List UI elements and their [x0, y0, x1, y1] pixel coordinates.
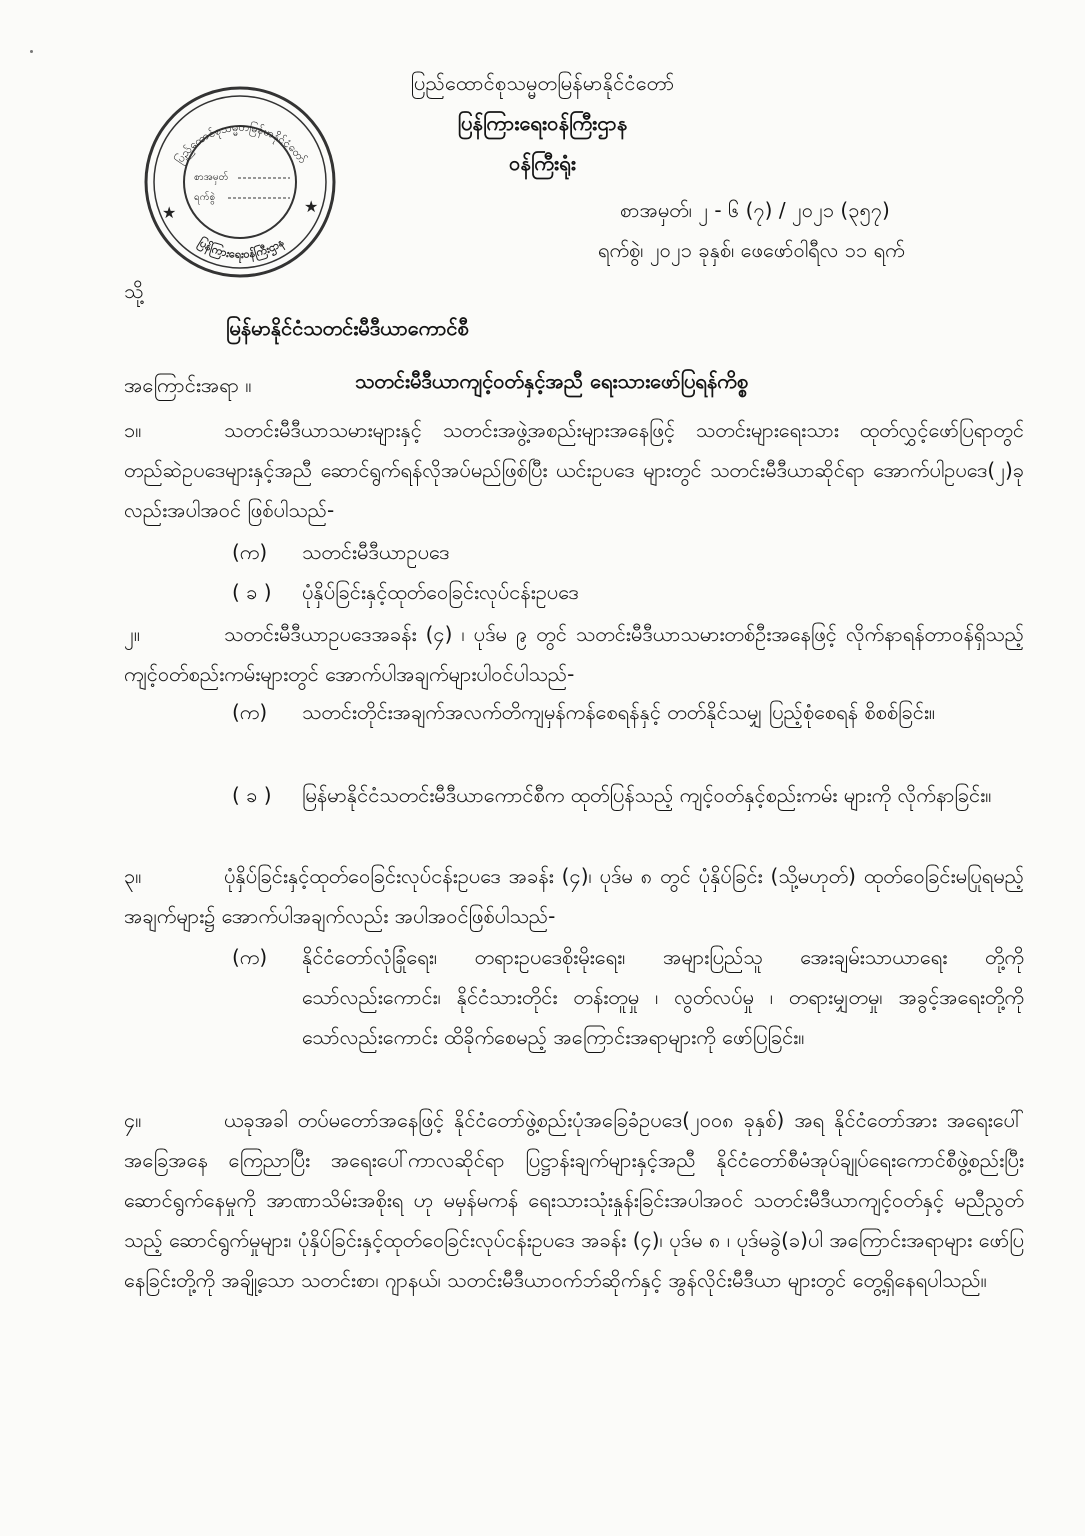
list3-item — [232, 937, 1024, 1057]
paragraph-text: ယခုအခါ တပ်မတော်အနေဖြင့် နိုင်ငံတော်ဖွဲ့စည်းပုံအခြေခံဥပဒေ(၂၀၀၈ ခုနှစ်) အရ နိုင်ငံတော်အား အရေးပေါ်အခြေအနေ ကြေညာပြီး အရေးပေါ်ကာလဆိုင်ရာ ပြဋ္ဌာန်းချက်များနှင့်အညီ နိုင်ငံတော်စီမံအုပ်ချုပ်ရေးကောင်စီဖွဲ့စည်းပြီး ဆောင်ရွက်နေမှုကို အာဏာသိမ်းအစိုးရ ဟု မမှန်မကန် ရေးသားသုံးနှုန်းခြင်းအပါအဝင် သတင်းမီဒီယာကျင့်ဝတ်နှင့် မညီညွတ်သည့် ဆောင်ရွက်မှုများ၊ ပုံနှိပ်ခြင်းနှင့်ထုတ်ဝေခြင်းလုပ်ငန်းဥပဒေ အခန်း (၄)၊ ပုဒ်မ ၈ ၊ ပုဒ်မခွဲ(ခ)ပါ အကြောင်းအရာများ ဖော်ပြနေခြင်းတို့ကို အချို့သော သတင်းစာ၊ ဂျာနယ်၊ သတင်းမီဒီယာဝက်ဘ်ဆိုက်နှင့် အွန်လိုင်းမီဒီယာ များတွင် တွေ့ရှိနေရပါသည်။ — [124, 1108, 1024, 1292]
reference-date: ရက်စွဲ၊ ၂၀၂၁ ခုနှစ်၊ ဖေဖော်ဝါရီလ ၁၁ ရက် — [598, 238, 905, 262]
to-label: သို့ — [124, 279, 144, 303]
seal-star-left: ★ — [162, 203, 177, 222]
list-marker: ( ခ ) — [232, 580, 272, 604]
paragraph-text: ပုံနှိပ်ခြင်းနှင့်ထုတ်ဝေခြင်းလုပ်ငန်းဥပဒေ အခန်း (၄)၊ ပုဒ်မ ၈ တွင် ပုံနှိပ်ခြင်း (သို့မဟုတ်) ထုတ်ဝေခြင်းမပြုရမည့် အချက်များ၌ အောက်ပါအချက်လည်း အပါအဝင်ဖြစ်ပါသည်- — [124, 864, 1024, 928]
list-text: သတင်းတိုင်းအချက်အလက်တိကျမှန်ကန်စေရန်နှင့် တတ်နိုင်သမျှ ပြည့်စုံစေရန် စိစစ်ခြင်း။ — [302, 700, 935, 724]
list-text: မြန်မာနိုင်ငံသတင်းမီဒီယာကောင်စီက ထုတ်ပြန်သည့် ကျင့်ဝတ်နှင့်စည်းကမ်း များကို လိုက်နာခြင်း။ — [302, 783, 992, 807]
seal-ring-top: ပြည်ထောင်စုသမ္မတမြန်မာနိုင်ငံတော် — [172, 120, 310, 167]
list2-item — [232, 692, 1024, 732]
list-marker: ( ခ ) — [232, 783, 272, 807]
header-country: ပြည်ထောင်စုသမ္မတမြန်မာနိုင်ငံတော် — [410, 71, 675, 95]
addressee: မြန်မာနိုင်ငံသတင်းမီဒီယာကောင်စီ — [226, 316, 469, 340]
list1-item — [232, 572, 1024, 612]
subject-label: အကြောင်းအရာ ။ — [124, 373, 252, 397]
list-text: နိုင်ငံတော်လုံခြုံရေး၊ တရားဥပဒေစိုးမိုးရေး၊ အများပြည်သူ အေးချမ်းသာယာရေး တို့ကိုသော်လည်းကောင်း၊ နိုင်ငံသားတိုင်း တန်းတူမှု ၊ လွတ်လပ်မှု ၊ တရားမျှတမှု၊ အခွင့်အရေးတို့ကိုသော်လည်းကောင်း ထိခိုက်စေမည့် အကြောင်းအရာများကို ဖော်ပြခြင်း။ — [302, 945, 1024, 1049]
list-marker: (က) — [232, 945, 268, 969]
list2-item — [232, 775, 1024, 815]
paragraph-1 — [124, 410, 1024, 530]
paragraph-text: သတင်းမီဒီယာသမားများနှင့် သတင်းအဖွဲ့အစည်းများအနေဖြင့် သတင်းများရေးသား ထုတ်လွှင့်ဖော်ပြရာတွင် တည်ဆဲဥပဒေများနှင့်အညီ ဆောင်ရွက်ရန်လိုအပ်မည်ဖြစ်ပြီး ယင်းဥပဒေ များတွင် သတင်းမီဒီယာဆိုင်ရာ အောက်ပါဥပဒေ(၂)ခုလည်းအပါအဝင် ဖြစ်ပါသည်- — [124, 418, 1024, 522]
paragraph-2 — [124, 614, 1024, 694]
seal-ring-bottom: ပြန်ကြားရေးဝန်ကြီးဌာန — [195, 235, 287, 262]
paragraph-number: ၃။ — [124, 864, 142, 888]
list-marker: (က) — [232, 540, 268, 564]
paragraph-number: ၄။ — [124, 1108, 142, 1132]
header-office: ဝန်ကြီးရုံး — [509, 151, 576, 175]
paragraph-text: သတင်းမီဒီယာဥပဒေအခန်း (၄) ၊ ပုဒ်မ ၉ တွင် သတင်းမီဒီယာသမားတစ်ဦးအနေဖြင့် လိုက်နာရန်တာဝန်ရှိသည့် ကျင့်ဝတ်စည်းကမ်းများတွင် အောက်ပါအချက်များပါဝင်ပါသည်- — [124, 622, 1024, 686]
seal-field-date: ရက်စွဲ — [194, 192, 216, 203]
subject-text: သတင်းမီဒီယာကျင့်ဝတ်နှင့်အညီ ရေးသားဖော်ပြရန်ကိစ္စ — [355, 369, 749, 393]
list-marker: (က) — [232, 700, 268, 724]
seal-field-number: စာအမှတ် — [194, 172, 229, 183]
reference-number: စာအမှတ်၊ ၂ - ၆ (၇) / ၂၀၂၁ (၃၅၇) — [620, 198, 890, 222]
seal-star-right: ★ — [304, 197, 319, 216]
paragraph-4 — [124, 1100, 1024, 1300]
header-ministry: ပြန်ကြားရေးဝန်ကြီးဌာန — [457, 111, 628, 135]
list1-item — [232, 532, 1024, 572]
paragraph-number: ၁။ — [124, 418, 142, 442]
paragraph-3 — [124, 856, 1024, 936]
list-text: ပုံနှိပ်ခြင်းနှင့်ထုတ်ဝေခြင်းလုပ်ငန်းဥပဒေ — [302, 580, 579, 604]
svg-text:ပြည်ထောင်စုသမ္မတမြန်မာနိုင်ငံတ — [172, 120, 309, 167]
official-seal — [142, 84, 338, 280]
list-text: သတင်းမီဒီယာဥပဒေ — [302, 540, 450, 564]
scan-speck — [30, 50, 33, 53]
paragraph-number: ၂။ — [124, 622, 140, 646]
